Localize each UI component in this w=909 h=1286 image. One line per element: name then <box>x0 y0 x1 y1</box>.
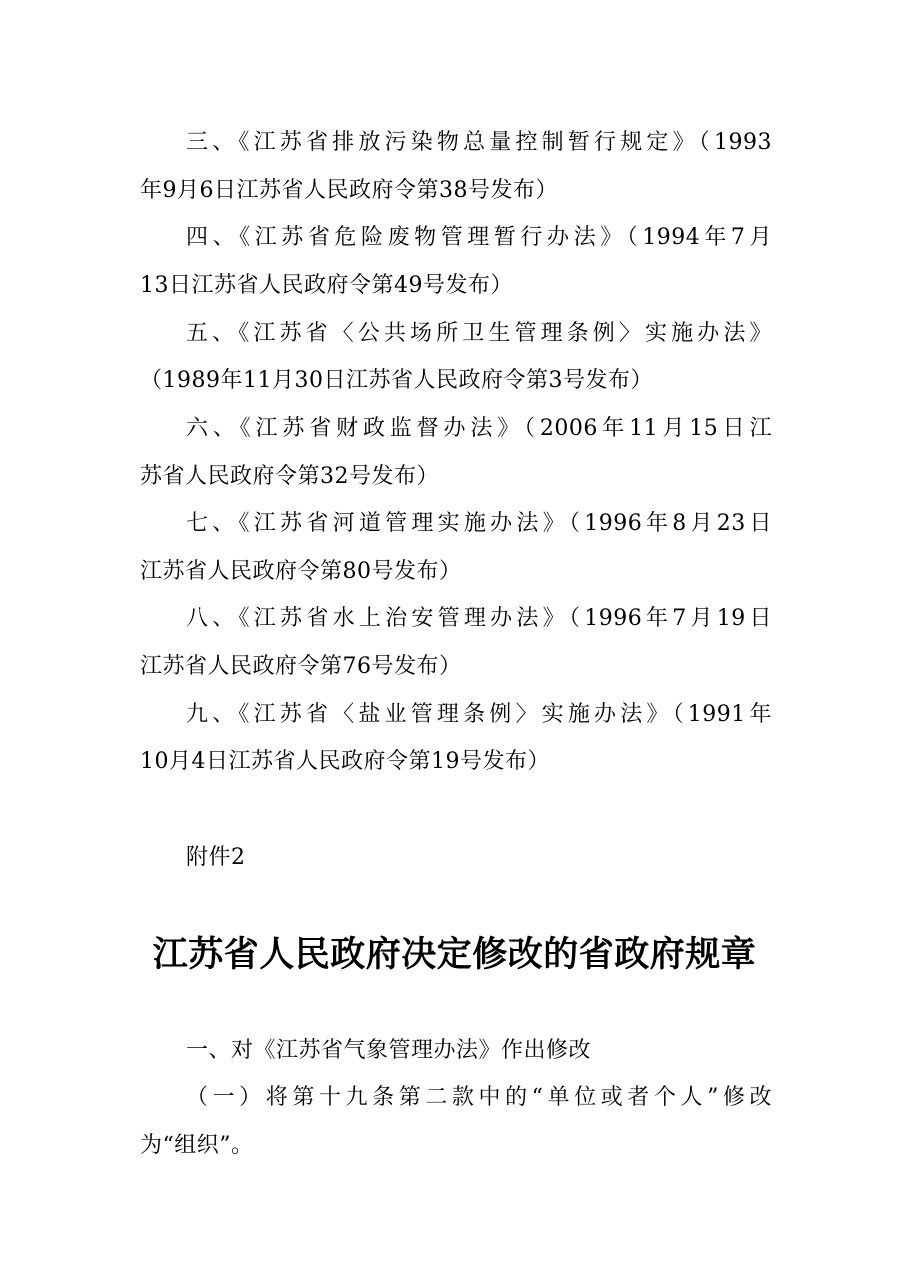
amendment-line-2: 为“组织”。 <box>140 1133 254 1158</box>
amendment-line-1: （一）将第十九条第二款中的“单位或者个人”修改 <box>186 1085 772 1110</box>
item-3-line-1: 三、《江苏省排放污染物总量控制暂行规定》（1993 <box>186 130 772 155</box>
item-5-line-2: （1989年11月30日江苏省人民政府令第3号发布） <box>140 368 653 393</box>
attachment-label: 附件2 <box>186 845 246 870</box>
item-9-line-1: 九、《江苏省〈盐业管理条例〉实施办法》（1991年 <box>186 702 772 727</box>
item-9-line-2: 10月4日江苏省人民政府令第19号发布） <box>140 749 550 774</box>
section-heading: 一、对《江苏省气象管理办法》作出修改 <box>186 1038 592 1063</box>
item-4-line-1: 四、《江苏省危险废物管理暂行办法》（1994年7月 <box>186 225 772 250</box>
item-7-line-1: 七、《江苏省河道管理实施办法》（1996年8月23日 <box>186 511 772 536</box>
item-5-line-1: 五、《江苏省〈公共场所卫生管理条例〉实施办法》 <box>186 321 772 346</box>
item-7-line-2: 江苏省人民政府令第80号发布） <box>140 559 462 584</box>
page-title: 江苏省人民政府决定修改的省政府规章 <box>152 935 757 975</box>
item-3-line-2: 年9月6日江苏省人民政府令第38号发布） <box>140 178 558 203</box>
item-8-line-1: 八、《江苏省水上治安管理办法》（1996年7月19日 <box>186 606 772 631</box>
item-6-line-2: 苏省人民政府令第32号发布） <box>140 464 439 489</box>
item-4-line-2: 13日江苏省人民政府令第49号发布） <box>140 273 513 298</box>
item-6-line-1: 六、《江苏省财政监督办法》（2006年11月15日江 <box>186 416 772 441</box>
item-8-line-2: 江苏省人民政府令第76号发布） <box>140 654 462 679</box>
